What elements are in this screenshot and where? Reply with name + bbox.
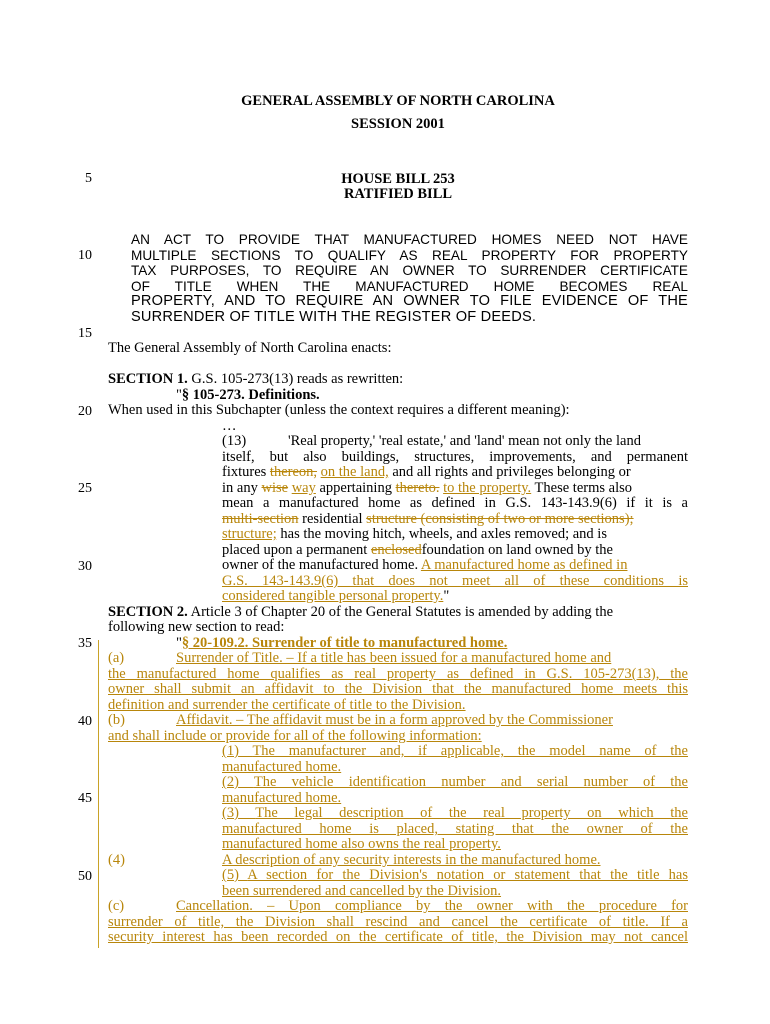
line-number: 15: [78, 326, 92, 341]
inserted-text: Cancellation. – Upon compliance by the owner with the procedure for: [176, 898, 688, 914]
statute-line: [222, 527, 688, 543]
inserted-line: the manufactured home qualifies as real property as defined in G.S. 105-273(13), the: [108, 666, 688, 682]
session-title: SESSION 2001: [351, 116, 445, 132]
deleted-text: structure (consisting of two or more sections);: [366, 511, 634, 527]
act-title-line: SURRENDER OF TITLE WITH THE REGISTER OF DEEDS.: [131, 309, 537, 325]
deleted-text: thereon,: [269, 464, 318, 480]
act-title-line: AN ACT TO PROVIDE THAT MANUFACTURED HOMES NEED NOT HAVE: [131, 232, 688, 247]
inserted-text: way: [291, 480, 316, 496]
inserted-text: Surrender of Title. – If a title has been issued for a manufactured home and: [176, 650, 612, 666]
inserted-text: A manufactured home as defined in: [420, 557, 628, 573]
inserted-text: A section for the Division's notation or statement that the title has: [247, 867, 688, 883]
statute-line: [222, 434, 688, 450]
inserted-line: security interest has been recorded on the certificate of title, the Division may not cancel: [108, 929, 688, 945]
line-number: 10: [78, 248, 92, 263]
subsection-label: (a): [108, 650, 125, 666]
open-quote: ": [176, 635, 182, 651]
enacting-clause: The General Assembly of North Carolina enacts:: [108, 340, 392, 356]
line-number: 40: [78, 714, 92, 729]
statute-heading: § 105-273. Definitions.: [181, 387, 320, 403]
section-1-text: G.S. 105-273(13) reads as rewritten:: [191, 371, 404, 387]
subsection-label: (b): [108, 712, 125, 728]
line-number: 45: [78, 791, 92, 806]
line-number: 25: [78, 481, 92, 496]
subsection-a-line: [108, 651, 688, 667]
act-title-line: OF TITLE WHEN THE MANUFACTURED HOME BECOMES REAL: [131, 279, 688, 294]
inserted-text: The vehicle identification number and serial number of the: [253, 774, 688, 790]
statute-text: These terms also: [534, 480, 632, 496]
statute-line: When used in this Subchapter (unless the context requires a different meaning):: [108, 402, 570, 418]
statute-line: [222, 558, 688, 574]
subsection-c-line: [108, 899, 688, 915]
statute-text: owner of the manufactured home.: [222, 557, 419, 573]
inserted-text: considered tangible personal property.: [222, 588, 444, 604]
inserted-line: G.S. 143-143.9(6) that does not meet all of these conditions is: [222, 573, 688, 589]
inserted-line: definition and surrender the certificate of title to the Division.: [108, 697, 466, 713]
statute-line: itself, but also buildings, structures, improvements, and permanent: [222, 449, 688, 465]
act-title-line: MULTIPLE SECTIONS TO QUALIFY AS REAL PROPERTY FOR PROPERTY: [131, 248, 688, 263]
inserted-text: Affidavit. – The affidavit must be in a form approved by the Commissioner: [176, 712, 613, 728]
statute-text: 'Real property,' 'real estate,' and 'land' mean not only the land: [288, 433, 641, 449]
statute-text: placed upon a permanent: [222, 542, 368, 558]
statute-text: fixtures: [222, 464, 267, 480]
inserted-line: manufactured home.: [222, 790, 342, 806]
inserted-text: The manufacturer and, if applicable, the model name of the: [252, 743, 688, 759]
item-2-line: [222, 775, 688, 791]
item-number: (13): [222, 433, 247, 449]
act-title-line: TAX PURPOSES, TO REQUIRE AN OWNER TO SURRENDER CERTIFICATE: [131, 263, 688, 278]
inserted-line: manufactured home.: [222, 759, 342, 775]
inserted-line: owner shall submit an affidavit to the Division that the manufactured home meets this: [108, 681, 688, 697]
item-number: (1): [222, 743, 239, 759]
close-quote: ": [443, 588, 450, 604]
item-1-line: [222, 744, 688, 760]
statute-text: in any: [222, 480, 258, 496]
item-3-line: [222, 806, 688, 822]
item-number: (3): [222, 805, 239, 821]
open-quote: ": [176, 387, 182, 403]
inserted-line: been surrendered and cancelled by the Division.: [222, 883, 502, 899]
section-1-intro: [108, 372, 688, 388]
deleted-text: multi-section: [222, 511, 299, 527]
statute-text: foundation on land owned by the: [421, 542, 613, 558]
inserted-text: structure;: [222, 526, 277, 542]
deleted-text: thereto.: [395, 480, 440, 496]
bill-number: HOUSE BILL 253: [341, 171, 455, 187]
section-1-label: SECTION 1.: [108, 371, 188, 387]
new-statute-heading: § 20-109.2. Surrender of title to manufactured home.: [181, 635, 508, 651]
inserted-text: A description of any security interests in the manufactured home.: [222, 852, 601, 868]
act-title-line: PROPERTY, AND TO REQUIRE AN OWNER TO FILE EVIDENCE OF THE: [131, 293, 688, 309]
inserted-text: on the land,: [320, 464, 389, 480]
line-number: 5: [85, 171, 92, 186]
line-number: 20: [78, 404, 92, 419]
inserted-text: to the property.: [443, 480, 532, 496]
subsection-b-line: [108, 713, 688, 729]
subsection-label: (c): [108, 898, 125, 914]
line-number: 50: [78, 869, 92, 884]
statute-line: mean a manufactured home as defined in G.S. 143-143.9(6) if it is a: [222, 495, 688, 511]
statute-line: [222, 465, 688, 481]
inserted-line: surrender of title, the Division shall rescind and cancel the certificate of title. If a: [108, 914, 688, 930]
inserted-line: manufactured home also owns the real property.: [222, 836, 501, 852]
deleted-text: enclosed: [370, 542, 422, 558]
section-2-label: SECTION 2.: [108, 604, 188, 620]
item-number: (4): [108, 852, 125, 868]
line-number: 35: [78, 636, 92, 651]
assembly-title: GENERAL ASSEMBLY OF NORTH CAROLINA: [241, 93, 555, 109]
inserted-line: manufactured home is placed, stating that the owner of the: [222, 821, 688, 837]
change-bar: [98, 640, 99, 948]
deleted-text: wise: [261, 480, 289, 496]
ellipsis: …: [222, 418, 237, 434]
line-number: 30: [78, 559, 92, 574]
statute-text: residential: [302, 511, 363, 527]
bill-status: RATIFIED BILL: [343, 186, 453, 202]
statute-text: appertaining: [319, 480, 392, 496]
section-2-text: Article 3 of Chapter 20 of the General Statutes is amended by adding the: [190, 604, 613, 620]
item-number: (2): [222, 774, 239, 790]
section-2-line: following new section to read:: [108, 619, 285, 635]
statute-line: [222, 589, 688, 605]
inserted-line: and shall include or provide for all of the following information:: [108, 728, 482, 744]
statute-text: has the moving hitch, wheels, and axles removed; and is: [280, 526, 607, 542]
item-5-line: [222, 868, 688, 884]
item-number: (5): [222, 867, 239, 883]
statute-text: and all rights and privileges belonging or: [392, 464, 631, 480]
inserted-text: The legal description of the real property on which the: [255, 805, 688, 821]
